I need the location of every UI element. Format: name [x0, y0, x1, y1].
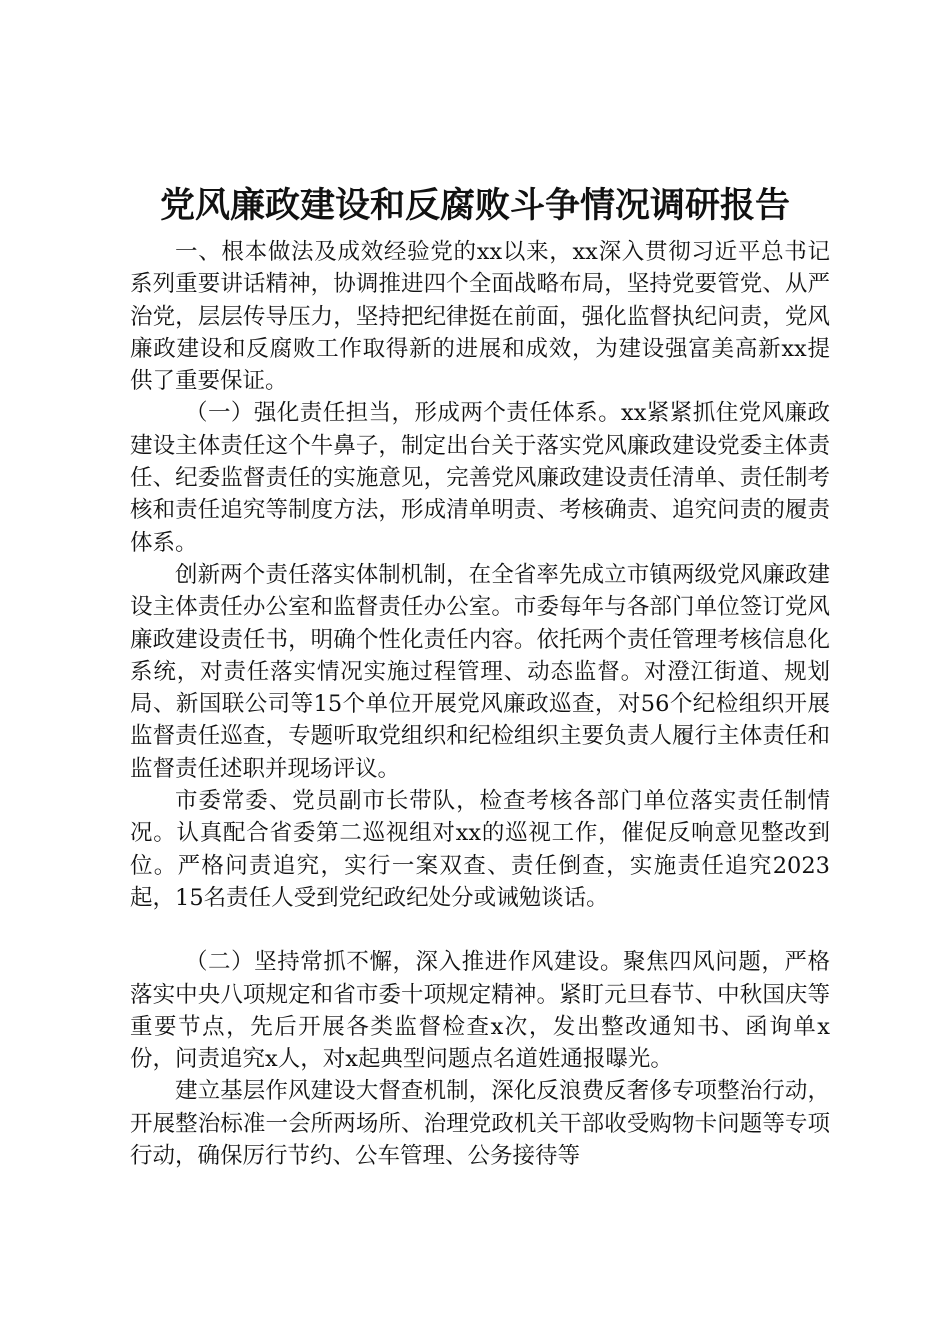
paragraph-spacer [130, 914, 830, 946]
document-body [130, 236, 830, 1172]
paragraph-3: 创新两个责任落实体制机制，在全省率先成立市镇两级党风廉政建设主体责任办公室和监督责任办公室。市委每年与各部门单位签订党风廉政建设责任书，明确个性化责任内容。依托两个责任管理考核信息化系统，对责任落实情况实施过程管理、动态监督。对澄江街道、规划局、新国联公司等15个单位开展党风廉政巡查，对56个纪检组织开展监督责任巡查，专题听取党组织和纪检组织主要负责人履行主体责任和监督责任述职并现场评议。 [130, 561, 830, 782]
paragraph-5: （二）坚持常抓不懈，深入推进作风建设。聚焦四风问题，严格落实中央八项规定和省市委十项规定精神。紧盯元旦春节、中秋国庆等重要节点，先后开展各类监督检查x次，发出整改通知书、函询单x份，问责追究x人，对x起典型问题点名道姓通报曝光。 [130, 949, 830, 1073]
document-title: 党风廉政建设和反腐败斗争情况调研报告 [159, 185, 790, 226]
paragraph-2: （一）强化责任担当，形成两个责任体系。xx紧紧抓住党风廉政建设主体责任这个牛鼻子，制定出台关于落实党风廉政建设党委主体责任、纪委监督责任的实施意见，完善党风廉政建设责任清单、责任制考核和责任追究等制度方法，形成清单明责、考核确责、追究问责的履责体系。 [130, 400, 830, 556]
paragraph-6: 建立基层作风建设大督查机制，深化反浪费反奢侈专项整治行动，开展整治标准一会所两场所、治理党政机关干部收受购物卡问题等专项行动，确保厉行节约、公车管理、公务接待等 [130, 1078, 830, 1170]
paragraph-4: 市委常委、党员副市长带队，检查考核各部门单位落实责任制情况。认真配合省委第二巡视组对xx的巡视工作，催促反响意见整改到位。严格问责追究，实行一案双查、责任倒查，实施责任追究2023起，15名责任人受到党纪政纪处分或诫勉谈话。 [130, 788, 830, 911]
paragraph-1: 一、根本做法及成效经验党的xx以来，xx深入贯彻习近平总书记系列重要讲话精神，协调推进四个全面战略布局，坚持党要管党、从严治党，层层传导压力，坚持把纪律挺在前面，强化监督执纪问责，党风廉政建设和反腐败工作取得新的进展和成效，为建设强富美高新xx提供了重要保证。 [130, 239, 830, 395]
